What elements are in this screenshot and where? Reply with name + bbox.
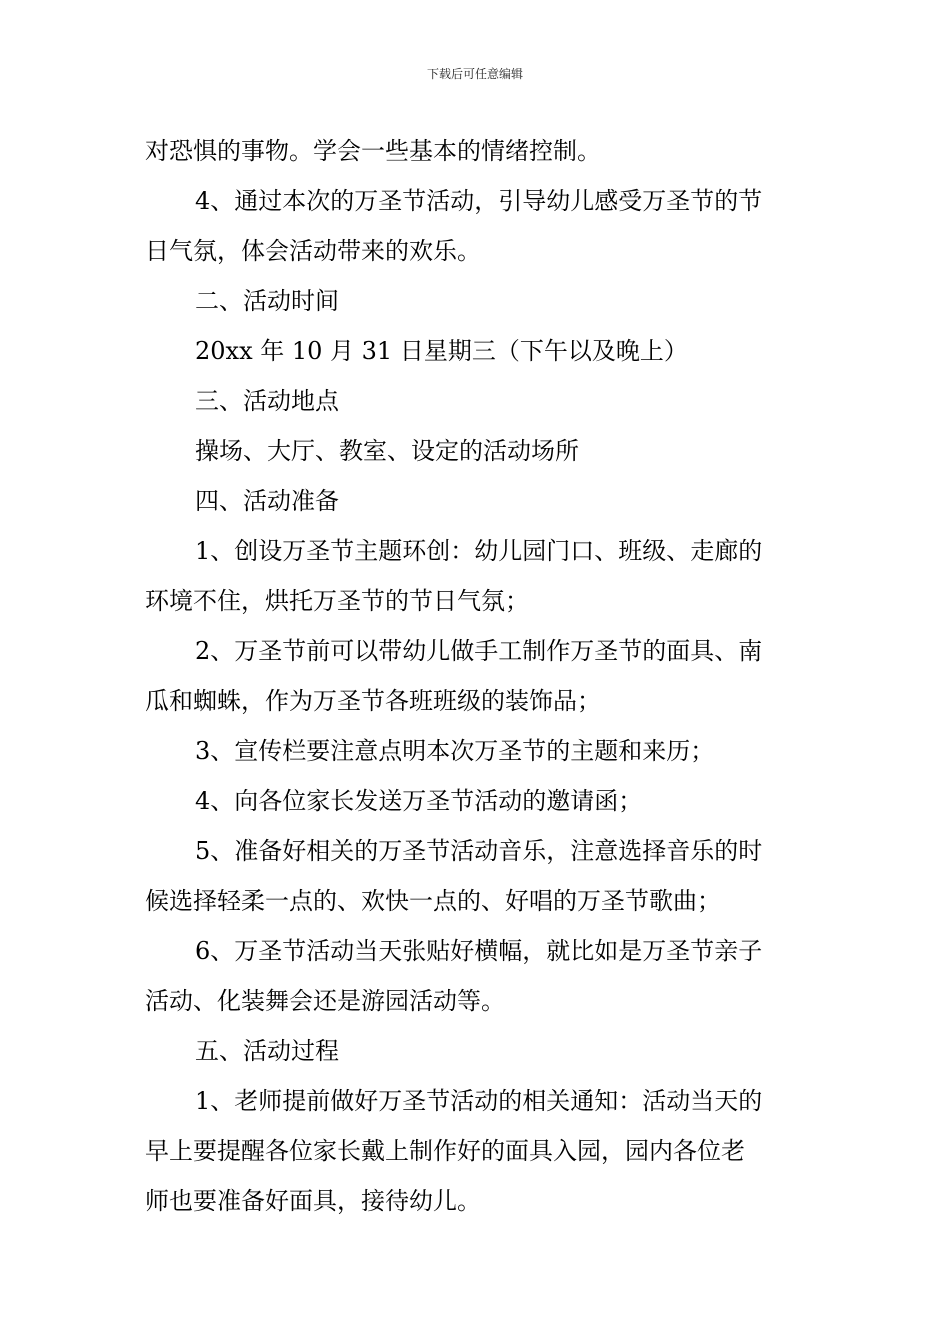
section-heading: 四、活动准备 — [195, 487, 339, 515]
text-line: 候选择轻柔一点的、欢快一点的、好唱的万圣节歌曲； — [145, 887, 721, 915]
text-line: 6、万圣节活动当天张贴好横幅，就比如是万圣节亲子 — [195, 937, 763, 965]
text-line: 活动、化装舞会还是游园活动等。 — [145, 987, 505, 1015]
section-heading: 三、活动地点 — [195, 387, 339, 415]
text-line: 日气氛，体会活动带来的欢乐。 — [145, 237, 481, 265]
text-line: 早上要提醒各位家长戴上制作好的面具入园，园内各位老 — [145, 1137, 745, 1165]
document-body — [145, 126, 809, 1226]
text-line: 1、创设万圣节主题环创：幼儿园门口、班级、走廊的 — [195, 537, 763, 565]
section-heading: 五、活动过程 — [195, 1037, 339, 1065]
text-line: 1、老师提前做好万圣节活动的相关通知：活动当天的 — [195, 1087, 763, 1115]
text-line: 2、万圣节前可以带幼儿做手工制作万圣节的面具、南 — [195, 637, 763, 665]
text-line: 瓜和蜘蛛，作为万圣节各班班级的装饰品； — [145, 687, 601, 715]
text-line: 20xx 年 10 月 31 日星期三（下午以及晚上） — [195, 337, 688, 365]
text-line: 4、通过本次的万圣节活动，引导幼儿感受万圣节的节 — [195, 187, 763, 215]
text-line: 对恐惧的事物。学会一些基本的情绪控制。 — [145, 137, 601, 165]
text-line: 4、向各位家长发送万圣节活动的邀请函； — [195, 787, 643, 815]
section-heading: 二、活动时间 — [195, 287, 339, 315]
text-line: 5、准备好相关的万圣节活动音乐，注意选择音乐的时 — [195, 837, 763, 865]
page-header: 下载后可任意编辑 — [426, 67, 523, 81]
text-line: 环境不住，烘托万圣节的节日气氛； — [145, 587, 529, 615]
text-line: 师也要准备好面具，接待幼儿。 — [145, 1187, 481, 1215]
text-line: 3、宣传栏要注意点明本次万圣节的主题和来历； — [195, 737, 715, 765]
text-line: 操场、大厅、教室、设定的活动场所 — [195, 437, 579, 465]
